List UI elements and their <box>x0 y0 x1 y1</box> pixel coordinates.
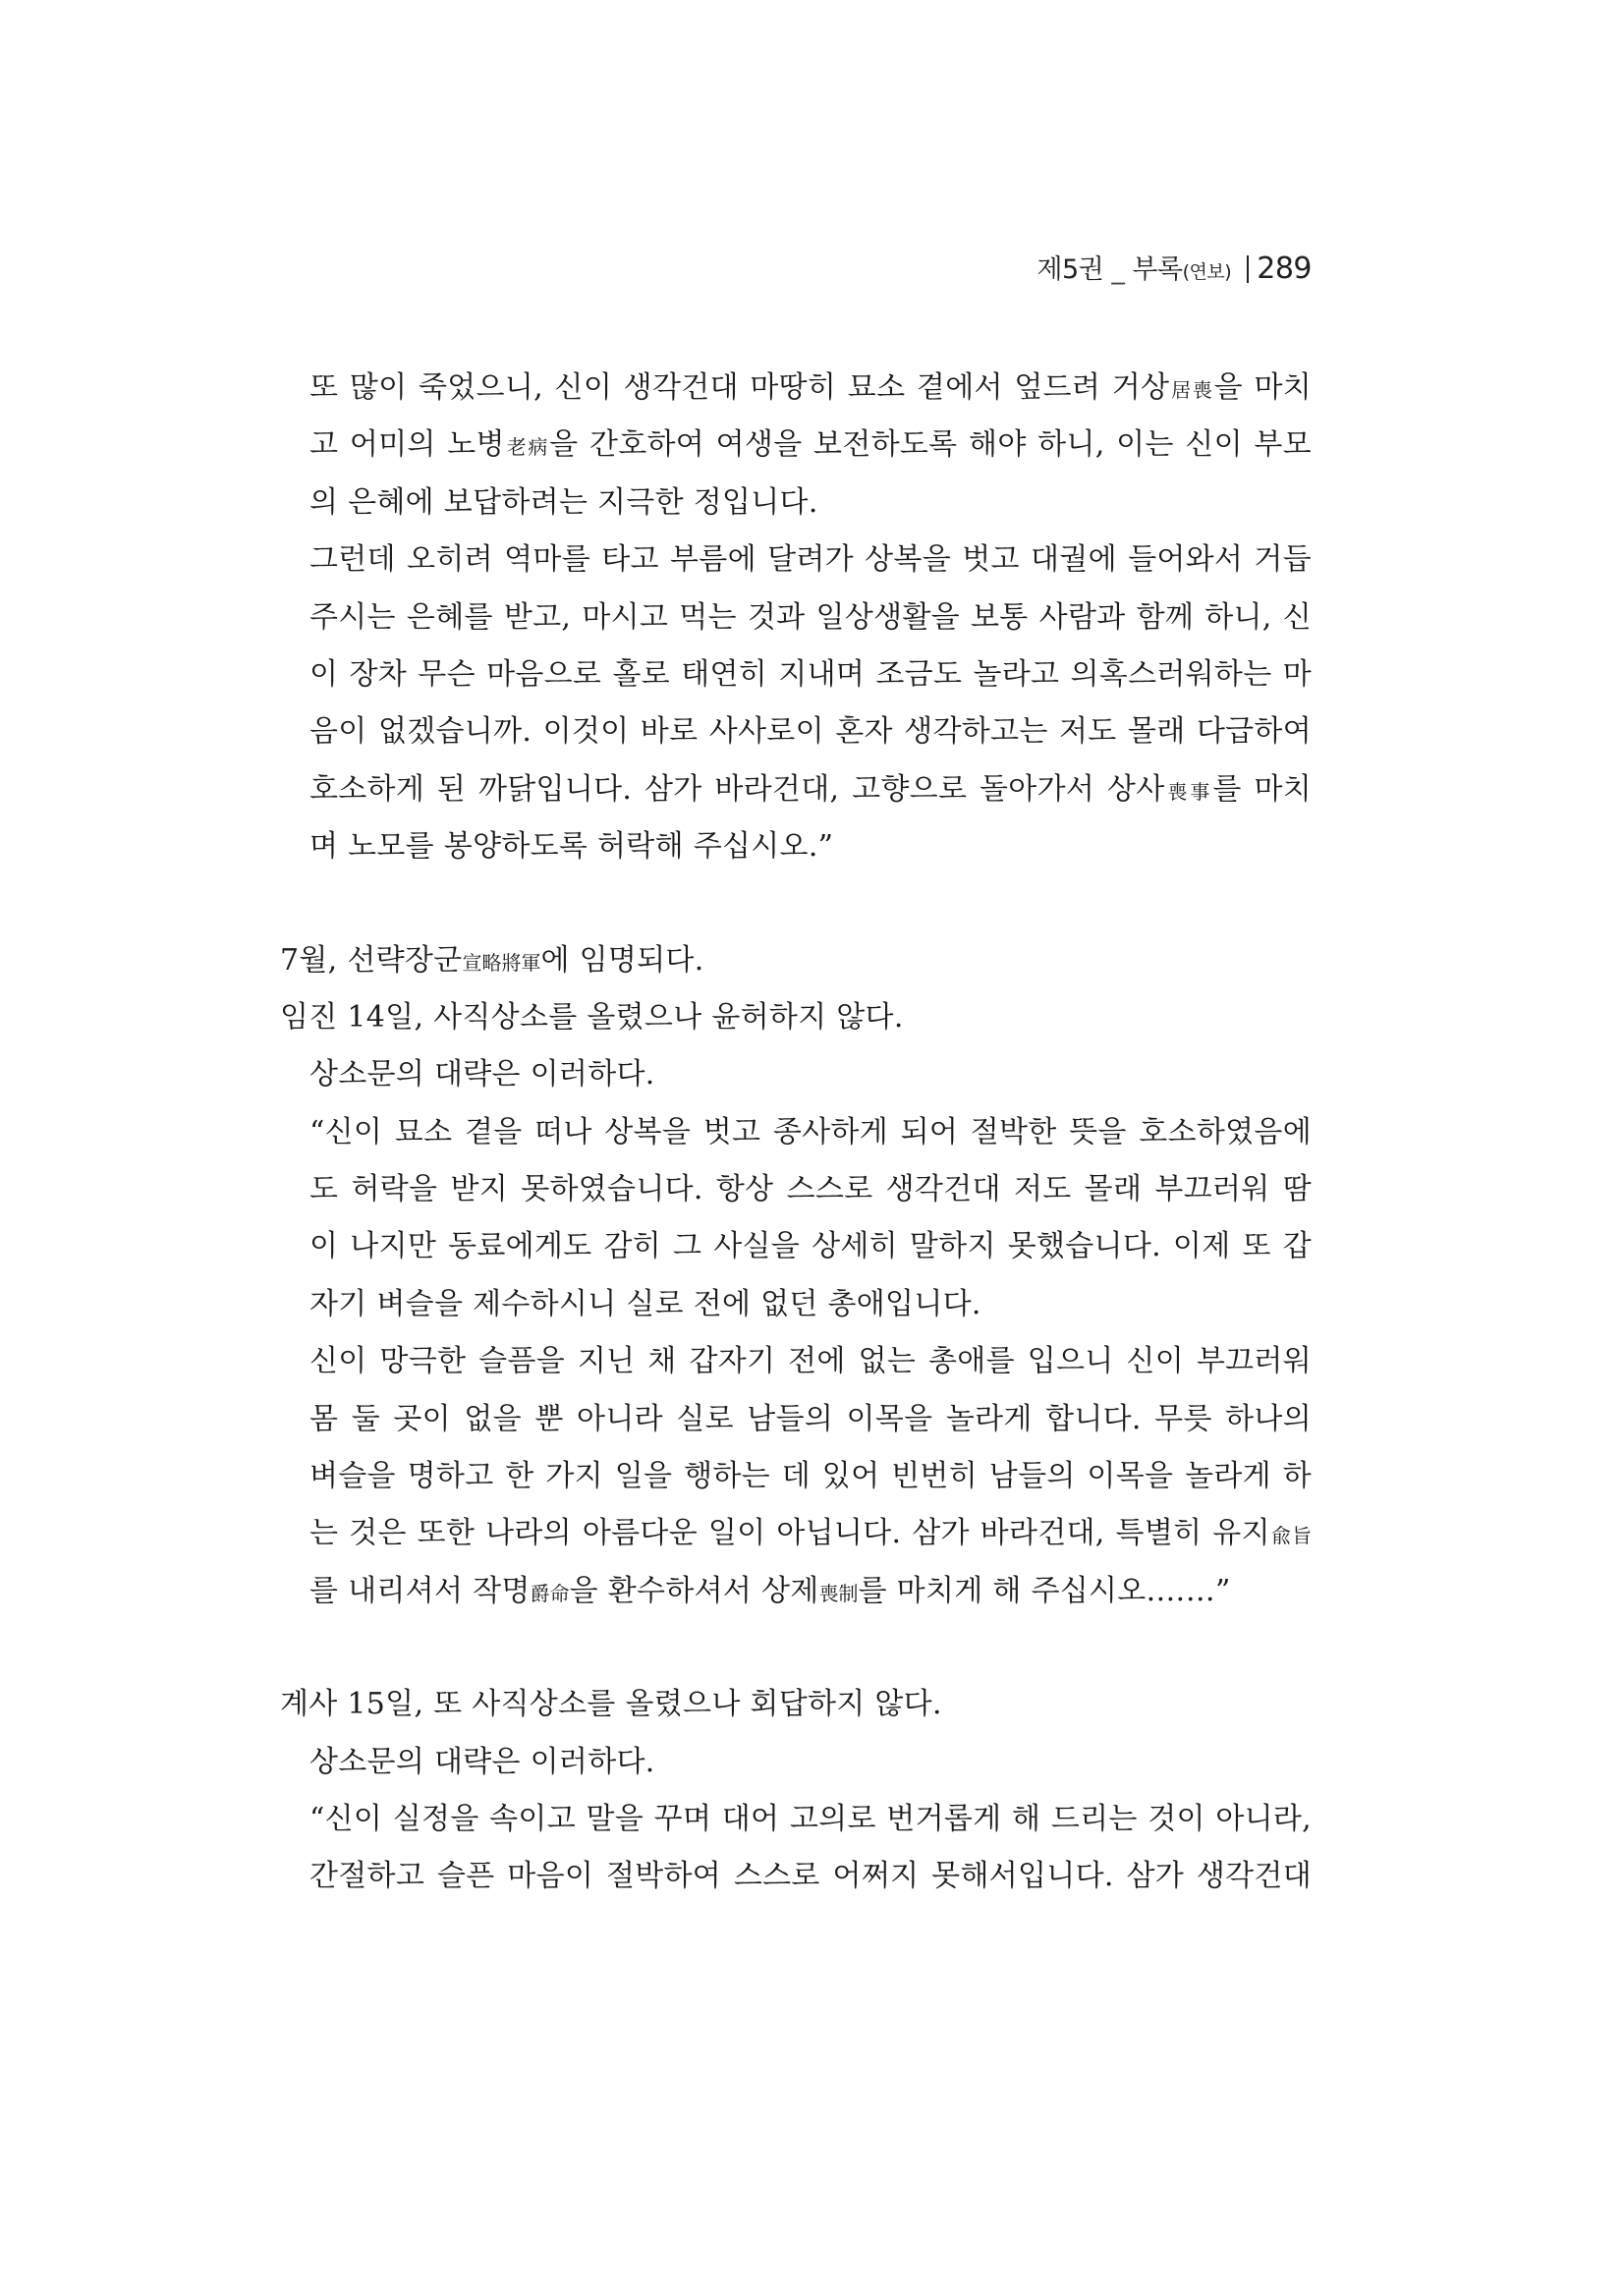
text-line: 몸 둘 곳이 없을 뿐 아니라 실로 남들의 이목을 놀라게 합니다. 무릇 하나의 <box>309 1401 1312 1436</box>
header-divider <box>1247 255 1249 283</box>
text-line: 고 어미의 노병老病을 간호하여 여생을 보전하도록 해야 하니, 이는 신이 부모 <box>309 427 1312 463</box>
hanja-gloss: 宣略將軍 <box>462 950 541 975</box>
text-line: 자기 벼슬을 제수하시니 실로 전에 없던 총애입니다. <box>309 1286 981 1321</box>
text-line: 며 노모를 봉양하도록 허락해 주십시오.” <box>309 829 834 865</box>
text-line: “신이 묘소 곁을 떠나 상복을 벗고 종사하게 되어 절박한 뜻을 호소하였음에 <box>309 1114 1312 1149</box>
text-line: 의 은혜에 보답하려는 지극한 정입니다. <box>309 484 818 520</box>
text-line: 또 많이 죽었으니, 신이 생각건대 마땅히 묘소 곁에서 엎드려 거상居喪을 마치 <box>309 370 1312 405</box>
volume-label: 제5권 <box>1036 254 1104 285</box>
hanja-gloss: 兪旨 <box>1269 1524 1312 1548</box>
text-line: 주시는 은혜를 받고, 마시고 먹는 것과 일상생활을 보통 사람과 함께 하니, 신 <box>309 599 1312 635</box>
running-header <box>1036 248 1312 286</box>
body-text <box>280 360 1312 1906</box>
text-line: 이 장차 무슨 마음으로 홀로 태연히 지내며 조금도 놀라고 의혹스러워하는 마 <box>309 656 1312 692</box>
section-label: 부록 <box>1132 254 1183 285</box>
header-separator: _ <box>1111 254 1125 285</box>
text-line: 벼슬을 명하고 한 가지 일을 행하는 데 있어 빈번히 남들의 이목을 놀라게 하 <box>309 1459 1312 1494</box>
text-line: “신이 실정을 속이고 말을 꾸며 대어 고의로 번거롭게 해 드리는 것이 아니라, <box>309 1801 1312 1836</box>
text-line: 음이 없겠습니까. 이것이 바로 사사로이 혼자 생각하고는 저도 몰래 다급하여 <box>309 714 1312 750</box>
text-line: 간절하고 슬픈 마음이 절박하여 스스로 어쩌지 못해서입니다. 삼가 생각건대 <box>309 1859 1312 1894</box>
text-line: 도 허락을 받지 못하였습니다. 항상 스스로 생각건대 저도 몰래 부끄러워 땀 <box>309 1172 1312 1207</box>
page-number: 289 <box>1257 252 1312 286</box>
entry-heading: 7월, 선략장군宣略將軍에 임명되다. <box>280 942 704 978</box>
hanja-gloss: 喪制 <box>818 1581 859 1605</box>
text-line: 를 내리셔서 작명爵命을 환수하셔서 상제喪制를 마치게 해 주십시오.……” <box>309 1573 1231 1608</box>
text-line: 상소문의 대략은 이러하다. <box>309 1057 655 1092</box>
entry-heading: 임진 14일, 사직상소를 올렸으나 윤허하지 않다. <box>280 999 904 1035</box>
entry-heading: 계사 15일, 또 사직상소를 올렸으나 회답하지 않다. <box>280 1687 942 1722</box>
section-note: (연보) <box>1182 261 1232 283</box>
text-line: 이 나지만 동료에게도 감히 그 사실을 상세히 말하지 못했습니다. 이제 또 갑 <box>309 1229 1312 1264</box>
text-line: 는 것은 또한 나라의 아름다운 일이 아닙니다. 삼가 바라건대, 특별히 유지兪旨 <box>309 1516 1312 1551</box>
text-line: 그런데 오히려 역마를 타고 부름에 달려가 상복을 벗고 대궐에 들어와서 거듭 <box>309 542 1312 578</box>
text-line: 호소하게 된 까닭입니다. 삼가 바라건대, 고향으로 돌아가서 상사喪事를 마치 <box>309 771 1313 807</box>
hanja-gloss: 老病 <box>504 435 550 460</box>
hanja-gloss: 喪事 <box>1164 779 1213 804</box>
hanja-gloss: 居喪 <box>1169 378 1214 402</box>
text-line: 상소문의 대략은 이러하다. <box>309 1744 655 1779</box>
hanja-gloss: 爵命 <box>530 1581 570 1605</box>
text-line: 신이 망극한 슬픔을 지닌 채 갑자기 전에 없는 총애를 입으니 신이 부끄러워 <box>309 1344 1312 1379</box>
